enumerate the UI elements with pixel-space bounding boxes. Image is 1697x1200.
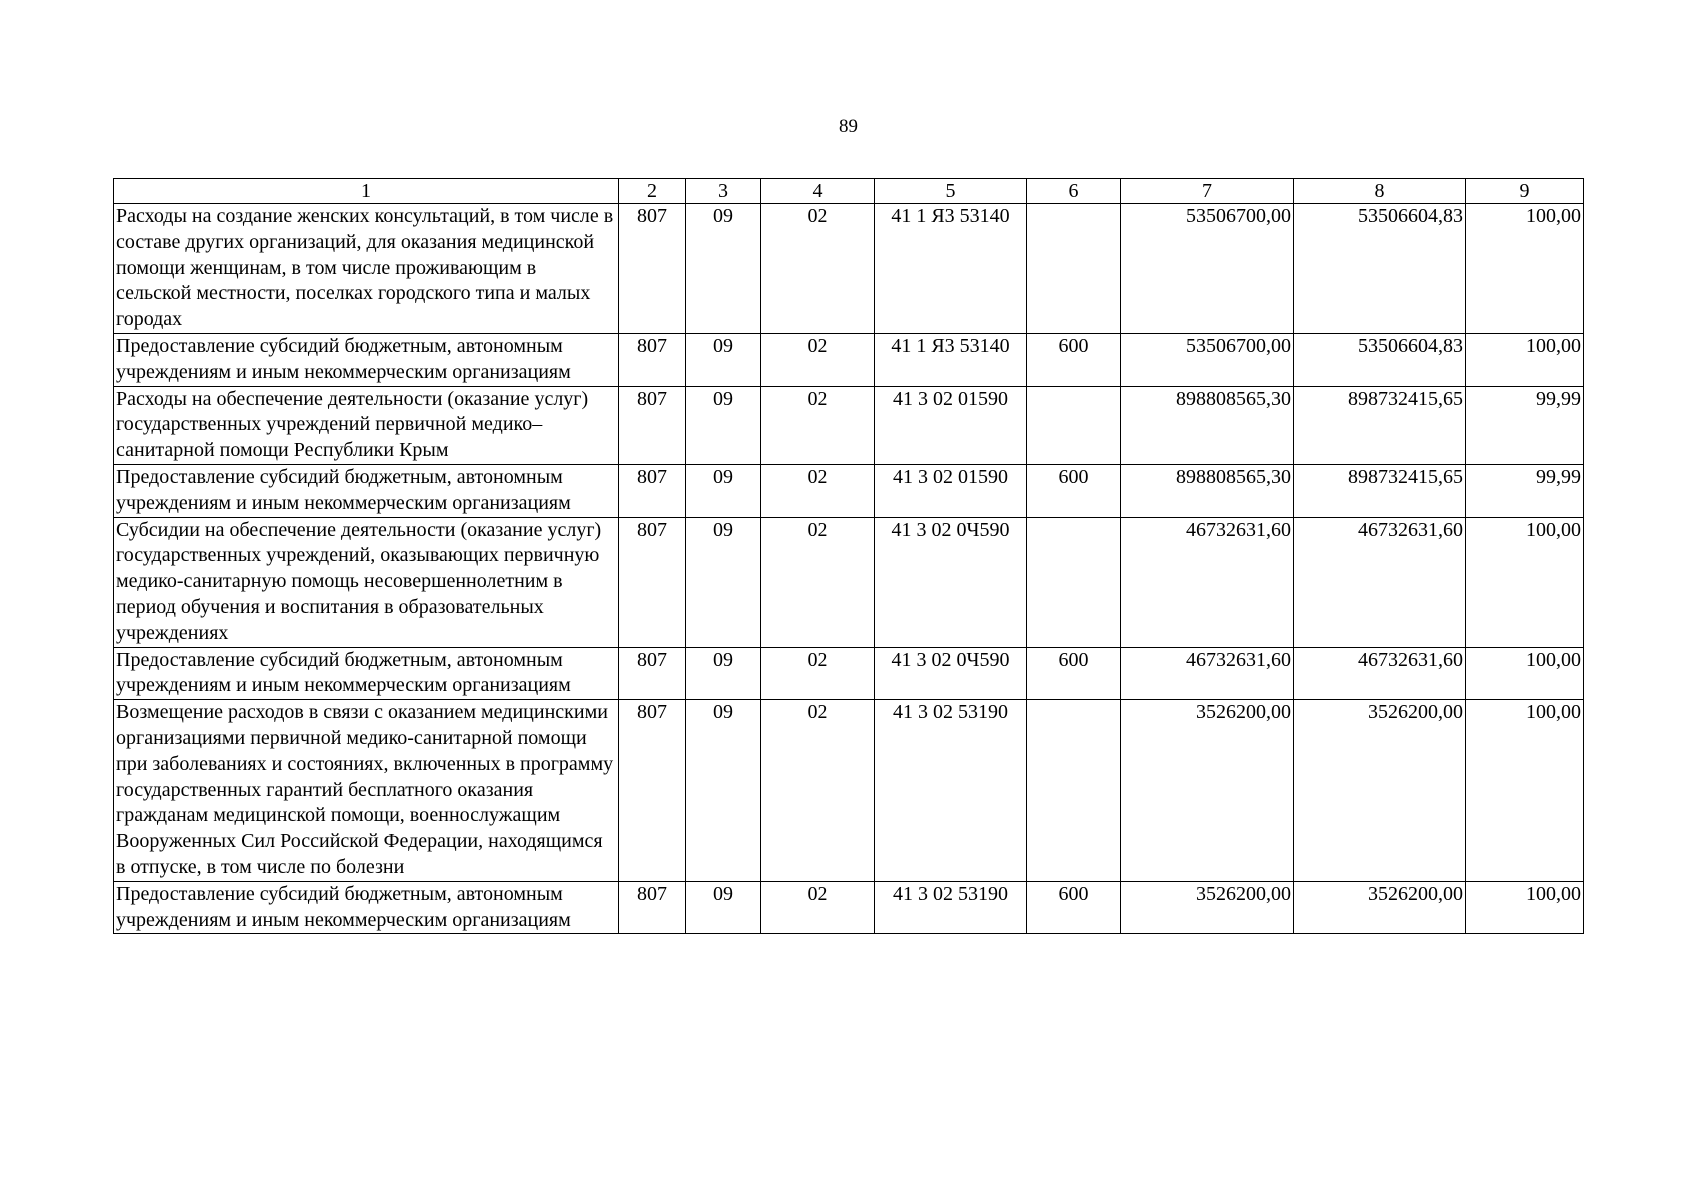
row-col4: 02	[761, 464, 875, 517]
row-col4: 02	[761, 647, 875, 700]
row-col2: 807	[619, 881, 686, 934]
row-col9: 99,99	[1466, 386, 1584, 464]
table-row	[114, 333, 1584, 386]
row-name: Предоставление субсидий бюджетным, автономным учреждениям и иным некоммерческим организациям	[114, 464, 619, 517]
row-col7: 898808565,30	[1121, 386, 1294, 464]
row-col3: 09	[686, 204, 761, 334]
row-col7: 53506700,00	[1121, 333, 1294, 386]
row-col2: 807	[619, 647, 686, 700]
row-col4: 02	[761, 333, 875, 386]
table-row	[114, 647, 1584, 700]
row-col2: 807	[619, 386, 686, 464]
col-header-8: 8	[1294, 179, 1466, 204]
row-col2: 807	[619, 204, 686, 334]
row-col2: 807	[619, 700, 686, 882]
table-row	[114, 517, 1584, 647]
row-name: Предоставление субсидий бюджетным, автономным учреждениям и иным некоммерческим организациям	[114, 333, 619, 386]
row-col3: 09	[686, 464, 761, 517]
row-col5: 41 3 02 53190	[875, 700, 1027, 882]
row-name: Предоставление субсидий бюджетным, автономным учреждениям и иным некоммерческим организациям	[114, 881, 619, 934]
row-col7: 46732631,60	[1121, 517, 1294, 647]
row-name: Расходы на создание женских консультаций, в том числе в составе других организаций, для оказания медицинской помощи женщинам, в том числе проживающим в сельской местности, поселках городского типа и малых городах	[114, 204, 619, 334]
row-col6: 600	[1027, 464, 1121, 517]
row-col6: 600	[1027, 881, 1121, 934]
row-col9: 99,99	[1466, 464, 1584, 517]
row-col3: 09	[686, 517, 761, 647]
row-col8: 898732415,65	[1294, 464, 1466, 517]
col-header-7: 7	[1121, 179, 1294, 204]
row-col6	[1027, 700, 1121, 882]
col-header-3: 3	[686, 179, 761, 204]
row-col4: 02	[761, 386, 875, 464]
row-col7: 46732631,60	[1121, 647, 1294, 700]
row-col3: 09	[686, 647, 761, 700]
row-col7: 3526200,00	[1121, 881, 1294, 934]
row-col9: 100,00	[1466, 647, 1584, 700]
row-col5: 41 3 02 01590	[875, 386, 1027, 464]
col-header-2: 2	[619, 179, 686, 204]
col-header-6: 6	[1027, 179, 1121, 204]
row-col8: 898732415,65	[1294, 386, 1466, 464]
row-col3: 09	[686, 700, 761, 882]
row-col6: 600	[1027, 647, 1121, 700]
row-col4: 02	[761, 204, 875, 334]
col-header-9: 9	[1466, 179, 1584, 204]
col-header-1: 1	[114, 179, 619, 204]
row-col6	[1027, 517, 1121, 647]
row-col6	[1027, 386, 1121, 464]
row-col9: 100,00	[1466, 517, 1584, 647]
row-col5: 41 3 02 0Ч590	[875, 647, 1027, 700]
row-col3: 09	[686, 881, 761, 934]
page-number: 89	[839, 116, 858, 137]
row-name: Предоставление субсидий бюджетным, автономным учреждениям и иным некоммерческим организациям	[114, 647, 619, 700]
row-col4: 02	[761, 881, 875, 934]
row-col2: 807	[619, 464, 686, 517]
row-name: Расходы на обеспечение деятельности (оказание услуг) государственных учреждений первичной медико–санитарной помощи Республики Крым	[114, 386, 619, 464]
row-col8: 3526200,00	[1294, 700, 1466, 882]
budget-table	[113, 178, 1584, 934]
row-col2: 807	[619, 333, 686, 386]
table-row	[114, 386, 1584, 464]
row-name: Возмещение расходов в связи с оказанием медицинскими организациями первичной медико-санитарной помощи при заболеваниях и состояниях, включенных в программу государственных гарантий бесплатного оказания гражданам медицинской помощи, военнослужащим Вооруженных Сил Российской Федерации, находящимся в отпуске, в том числе по болезни	[114, 700, 619, 882]
row-col8: 53506604,83	[1294, 333, 1466, 386]
col-header-5: 5	[875, 179, 1027, 204]
row-col4: 02	[761, 517, 875, 647]
row-col3: 09	[686, 333, 761, 386]
row-col4: 02	[761, 700, 875, 882]
row-col6	[1027, 204, 1121, 334]
row-col5: 41 1 Я3 53140	[875, 333, 1027, 386]
table-row	[114, 464, 1584, 517]
row-col7: 898808565,30	[1121, 464, 1294, 517]
row-col2: 807	[619, 517, 686, 647]
row-col5: 41 3 02 0Ч590	[875, 517, 1027, 647]
col-header-4: 4	[761, 179, 875, 204]
table-row	[114, 204, 1584, 334]
table-row	[114, 881, 1584, 934]
row-col3: 09	[686, 386, 761, 464]
row-col9: 100,00	[1466, 700, 1584, 882]
row-col5: 41 1 Я3 53140	[875, 204, 1027, 334]
row-col8: 3526200,00	[1294, 881, 1466, 934]
row-col6: 600	[1027, 333, 1121, 386]
row-col8: 53506604,83	[1294, 204, 1466, 334]
row-col5: 41 3 02 01590	[875, 464, 1027, 517]
header-row	[114, 179, 1584, 204]
row-name: Субсидии на обеспечение деятельности (оказание услуг) государственных учреждений, оказывающих первичную медико-санитарную помощь несовершеннолетним в период обучения и воспитания в образовательных учреждениях	[114, 517, 619, 647]
row-col9: 100,00	[1466, 333, 1584, 386]
row-col5: 41 3 02 53190	[875, 881, 1027, 934]
row-col9: 100,00	[1466, 881, 1584, 934]
row-col8: 46732631,60	[1294, 517, 1466, 647]
row-col7: 3526200,00	[1121, 700, 1294, 882]
row-col8: 46732631,60	[1294, 647, 1466, 700]
row-col7: 53506700,00	[1121, 204, 1294, 334]
table-row	[114, 700, 1584, 882]
row-col9: 100,00	[1466, 204, 1584, 334]
